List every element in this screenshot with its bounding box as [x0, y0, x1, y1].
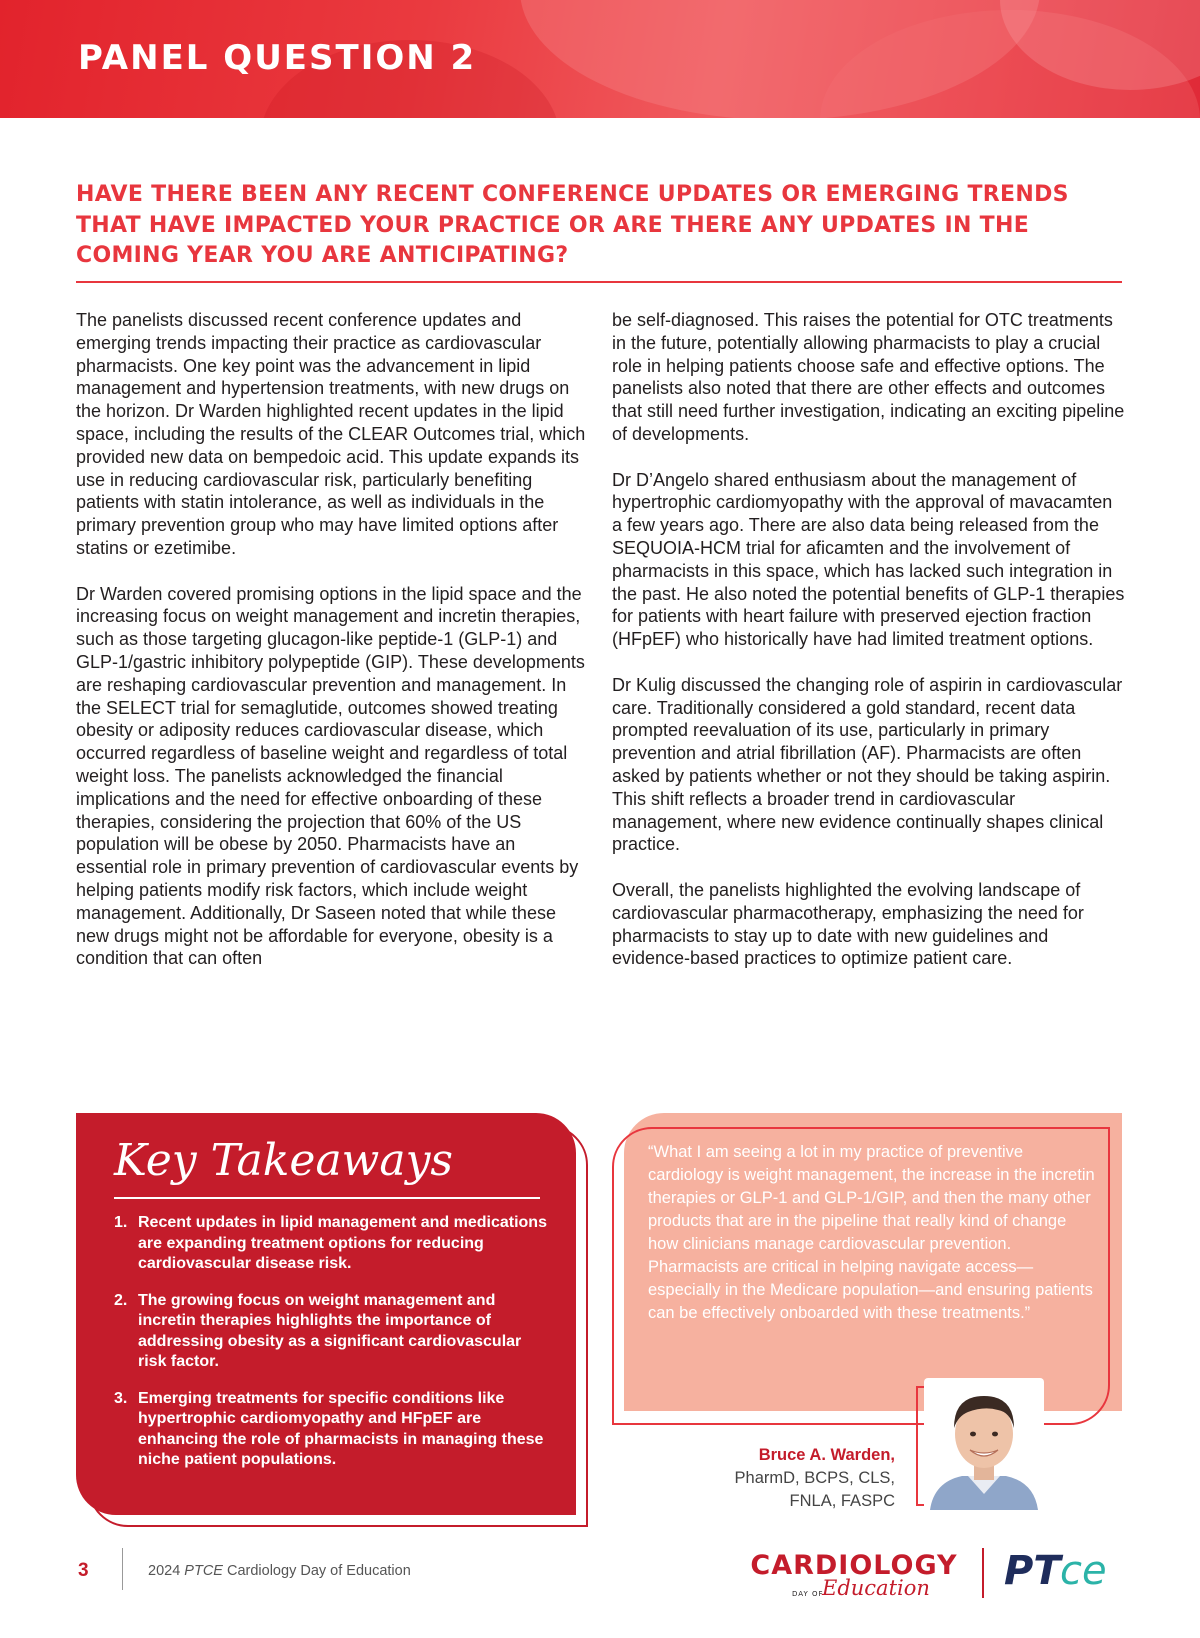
- body-paragraph: The panelists discussed recent conference updates and emerging trends impacting their practice as cardiovascular pharmacists. One key point was the advancement in lipid management and hypertension treatments, with new drugs on the horizon. Dr Warden highlighted recent updates in the lipid space, including the results of the CLEAR Outcomes trial, which provided new data on bempedoic acid. This update expands its use in reducing cardiovascular risk, particularly benefiting patients with statin intolerance, as well as individuals in the primary prevention group who may have limited options after statins or ezetimibe.: [76, 310, 586, 558]
- quote-attribution: [680, 1444, 895, 1513]
- takeaway-text: The growing focus on weight management and incretin therapies highlights the importance of addressing obesity as a significant cardiovascular risk factor.: [138, 1291, 522, 1370]
- heading-divider: [76, 281, 1122, 283]
- body-paragraph: Dr Kulig discussed the changing role of aspirin in cardiovascular care. Traditionally considered a gold standard, recent data prompted reevaluation of its use, particularly in primary prevention and atrial fibrillation (AF). Pharmacists are often asked by patients whether or not they should be taking aspirin. This shift reflects a broader trend in cardiovascular management, where new evidence continually shapes clinical practice.: [612, 674, 1123, 855]
- takeaway-item: [114, 1213, 548, 1275]
- takeaway-text: Recent updates in lipid management and medications are expanding treatment options for reducing cardiovascular disease risk.: [138, 1214, 547, 1272]
- cardiology-logo: [744, 1550, 964, 1610]
- logo-dayof: DAY OF: [792, 1590, 824, 1598]
- page-title: PANEL QUESTION 2: [78, 38, 477, 78]
- takeaway-number: 3.: [114, 1389, 128, 1407]
- header-banner: [0, 0, 1200, 118]
- takeaways-list: [114, 1213, 546, 1471]
- body-paragraph: be self-diagnosed. This raises the potential for OTC treatments in the future, potentially allowing pharmacists to play a crucial role in helping patients choose safe and effective options. The panelists also noted that there are other effects and outcomes that still need further investigation, indicating an exciting pipeline of developments.: [612, 310, 1125, 444]
- takeaway-item: [114, 1389, 548, 1471]
- logo-divider: [982, 1548, 984, 1598]
- body-column-left: [76, 309, 591, 993]
- takeaways-underline: [114, 1197, 540, 1199]
- body-column-right: [612, 309, 1127, 993]
- page-number: 3: [78, 1560, 89, 1581]
- takeaway-item: [114, 1291, 548, 1373]
- author-name: Bruce A. Warden,: [758, 1446, 895, 1464]
- ptce-logo: [1004, 1544, 1124, 1604]
- author-credentials: FNLA, FASPC: [789, 1492, 895, 1510]
- ptce-logo-ce: ce: [1060, 1548, 1107, 1594]
- body-paragraph: Overall, the panelists highlighted the evolving landscape of cardiovascular pharmacotherapy, emphasizing the need for pharmacists to stay up to date with new guidelines and evidence-based practices to optimize patient care.: [612, 879, 1084, 969]
- ptce-logo-pt: PT: [1004, 1548, 1061, 1594]
- takeaways-title: Key Takeaways: [114, 1135, 454, 1186]
- author-credentials: PharmD, BCPS, CLS,: [734, 1469, 895, 1487]
- question-heading: HAVE THERE BEEN ANY RECENT CONFERENCE UPDATES OR EMERGING TRENDS THAT HAVE IMPACTED YOUR PRACTICE OR ARE THERE ANY UPDATES IN THE COMING YEAR YOU ARE ANTICIPATING?: [76, 182, 1069, 268]
- logo-education: Education: [822, 1576, 930, 1600]
- headshot-photo: [924, 1378, 1044, 1510]
- quote-text: “What I am seeing a lot in my practice of preventive cardiology is weight management, the increase in the incretin therapies or GLP-1 and GLP-1/GIP, and then the many other products that are in the pipeline that really kind of change how clinicians manage cardiovascular prevention. Pharmacists are critical in helping navigate access—especially in the Medicare population—and ensuring patients can be effectively onboarded with these treatments.”: [648, 1143, 1095, 1322]
- key-takeaways-box: [76, 1113, 576, 1515]
- takeaway-number: 1.: [114, 1214, 128, 1231]
- footer-divider: [122, 1548, 123, 1590]
- body-paragraph: Dr D’Angelo shared enthusiasm about the management of hypertrophic cardiomyopathy with the approval of mavacamten a few years ago. There are also data being released from the SEQUOIA-HCM trial for aficamten and the involvement of pharmacists in this space, which has lacked such integration in the past. He also noted the potential benefits of GLP-1 therapies for patients with heart failure with preserved ejection fraction (HFpEF) who historically have had limited treatment options.: [612, 469, 1125, 650]
- takeaway-text: Emerging treatments for specific conditions like hypertrophic cardiomyopathy and HFpEF are enhancing the role of pharmacists in managing these niche patient populations.: [138, 1389, 544, 1468]
- takeaway-number: 2.: [114, 1291, 128, 1309]
- publication-title: 2024 PTCE Cardiology Day of Education: [148, 1563, 411, 1579]
- body-paragraph: Dr Warden covered promising options in the lipid space and the increasing focus on weight management and incretin therapies, such as those targeting glucagon-like peptide-1 (GLP-1) and GLP-1/gastric inhibitory polypeptide (GIP). These developments are reshaping cardiovascular prevention and management. In the SELECT trial for semaglutide, outcomes showed treating obesity or adiposity reduces cardiovascular disease, which occurred regardless of baseline weight and regardless of total weight loss. The panelists acknowledged the financial implications and the need for effective onboarding of these therapies, considering the projection that 60% of the US population will be obese by 2050. Pharmacists have an essential role in primary prevention of cardiovascular events by helping patients modify risk factors, which include weight management. Additionally, Dr Saseen noted that while these new drugs might not be affordable for everyone, obesity is a condition that can often: [76, 583, 585, 969]
- logo-wordmark: CARDIOLOGY: [750, 1550, 958, 1581]
